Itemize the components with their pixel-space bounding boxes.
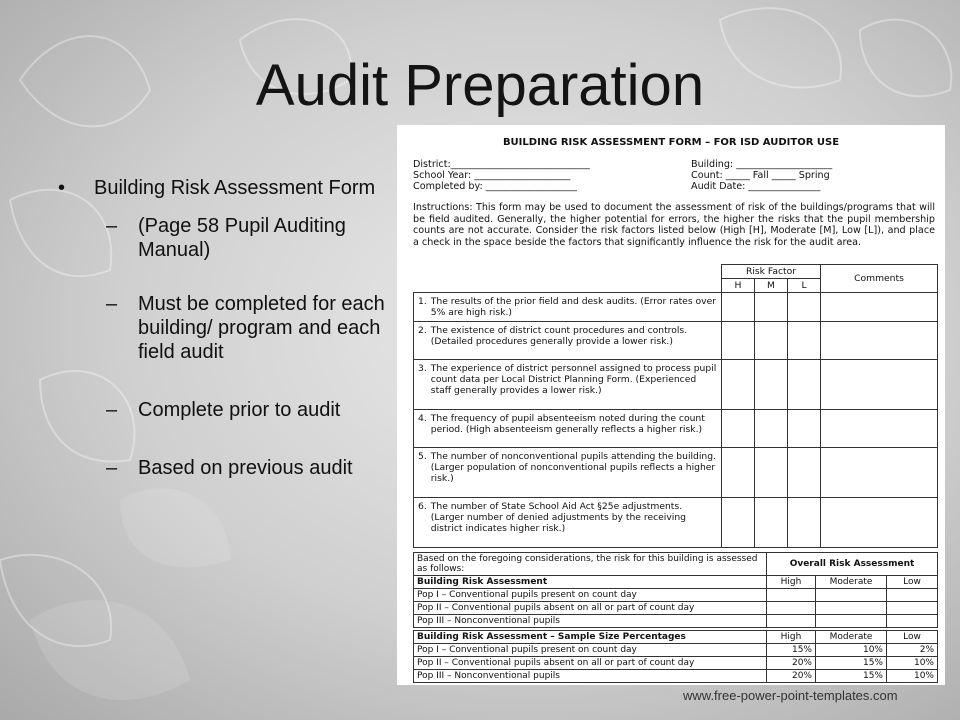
l-cell	[788, 448, 821, 498]
risk-factor-header: Risk Factor	[722, 265, 821, 279]
h-cell	[722, 410, 755, 448]
factor-text: The number of State School Aid Act §25e adjustments. (Larger number of denied adjustments by the receiving district indicates higher risk.)	[427, 498, 722, 548]
form-title: BUILDING RISK ASSESSMENT FORM – FOR ISD AUDITOR USE	[502, 137, 840, 148]
building-field: Building: ____________________	[691, 159, 833, 170]
table-row	[414, 576, 938, 589]
sub-bullet-item	[58, 214, 398, 262]
overall-intro: Based on the foregoing considerations, the risk for this building is assessed as follows:	[414, 553, 767, 576]
sample-size-table	[413, 630, 938, 683]
low-value: 10%	[887, 657, 938, 670]
sub-bullet-text: Based on previous audit	[138, 457, 353, 479]
h-cell	[722, 293, 755, 322]
table-row	[414, 644, 938, 657]
low-cell	[887, 615, 938, 628]
factor-text: The existence of district count procedures and controls. (Detailed procedures generally provide a lower risk.)	[427, 322, 722, 360]
l-cell	[788, 410, 821, 448]
table-row	[414, 602, 938, 615]
moderate-cell	[816, 602, 887, 615]
pop-label: Pop III – Nonconventional pupils	[414, 615, 767, 628]
pop-label: Pop I – Conventional pupils present on count day	[414, 644, 767, 657]
bullet-list	[58, 176, 398, 480]
low-value: 2%	[887, 644, 938, 657]
l-cell	[788, 293, 821, 322]
m-cell	[755, 293, 788, 322]
sub-bullet-text: (Page 58 Pupil Auditing Manual)	[138, 215, 346, 261]
table-row	[414, 631, 938, 644]
footer-url: www.free-power-point-templates.com	[683, 688, 898, 703]
comments-cell	[821, 360, 938, 410]
high-cell	[767, 589, 816, 602]
comments-cell	[821, 410, 938, 448]
factor-number: 5.	[414, 448, 427, 498]
sub-bullet-text: Must be completed for each building/ program and each field audit	[138, 293, 385, 363]
high-value: 15%	[767, 644, 816, 657]
high-cell	[767, 602, 816, 615]
factor-text: The frequency of pupil absenteeism noted during the count period. (High absenteeism generally reflects a higher risk.)	[427, 410, 722, 448]
comments-cell	[821, 498, 938, 548]
overall-risk-table	[413, 552, 938, 628]
pop-label: Pop III – Nonconventional pupils	[414, 670, 767, 683]
moderate-cell	[816, 615, 887, 628]
m-header: M	[755, 279, 788, 293]
table-row	[414, 498, 938, 548]
high-value: 20%	[767, 657, 816, 670]
sub-bullet-item	[58, 456, 398, 480]
h-cell	[722, 322, 755, 360]
high-cell	[767, 615, 816, 628]
m-cell	[755, 498, 788, 548]
factor-number: 1.	[414, 293, 427, 322]
h-cell	[722, 448, 755, 498]
slide-title: Audit Preparation	[255, 53, 705, 118]
moderate-value: 10%	[816, 644, 887, 657]
m-cell	[755, 322, 788, 360]
empty-cell	[414, 265, 722, 293]
comments-cell	[821, 322, 938, 360]
high-header: High	[767, 576, 816, 589]
table-row	[414, 553, 938, 576]
table-row	[414, 448, 938, 498]
risk-assessment-form-image	[397, 125, 945, 685]
l-cell	[788, 498, 821, 548]
district-field: District:_____________________________	[413, 159, 590, 170]
h-cell	[722, 498, 755, 548]
dash-marker: –	[106, 293, 118, 315]
factor-text: The results of the prior field and desk audits. (Error rates over 5% are high risk.)	[427, 293, 722, 322]
moderate-header: Moderate	[816, 576, 887, 589]
factor-text: The experience of district personnel assigned to process pupil count data per Local District Planning Form. (Experienced staff generally provides a lower risk.)	[427, 360, 722, 410]
dash-marker: –	[106, 457, 118, 479]
pop-label: Pop II – Conventional pupils absent on all or part of count day	[414, 657, 767, 670]
low-header: Low	[887, 631, 938, 644]
moderate-value: 15%	[816, 657, 887, 670]
h-header: H	[722, 279, 755, 293]
low-header: Low	[887, 576, 938, 589]
sub-bullet-item	[58, 398, 398, 422]
low-cell	[887, 589, 938, 602]
school-year-field: School Year: ____________________	[413, 170, 571, 181]
l-header: L	[788, 279, 821, 293]
h-cell	[722, 360, 755, 410]
factor-number: 6.	[414, 498, 427, 548]
moderate-cell	[816, 589, 887, 602]
dash-marker: –	[106, 215, 118, 237]
sample-label: Building Risk Assessment – Sample Size Percentages	[414, 631, 767, 644]
table-row	[414, 670, 938, 683]
table-row	[414, 589, 938, 602]
high-header: High	[767, 631, 816, 644]
table-header-row	[414, 265, 938, 279]
table-row	[414, 322, 938, 360]
dash-marker: –	[106, 399, 118, 421]
moderate-header: Moderate	[816, 631, 887, 644]
low-value: 10%	[887, 670, 938, 683]
risk-factor-table	[413, 264, 938, 548]
factor-text: The number of nonconventional pupils attending the building. (Larger population of nonconventional pupils reflects a higher risk.)	[427, 448, 722, 498]
sub-bullet-text: Complete prior to audit	[138, 399, 341, 421]
comments-header: Comments	[821, 265, 938, 293]
m-cell	[755, 410, 788, 448]
m-cell	[755, 448, 788, 498]
audit-date-field: Audit Date: _______________	[691, 181, 821, 192]
instructions-text: Instructions: This form may be used to document the assessment of risk of the buildings/programs that will be field audited. Generally, the higher potential for errors, the higher the risks that the pupil membership counts are not accurate. Consider the risk factors listed below (High [H], Moderate [M], Low [L]), and place a check in the space beside the factors that significantly influence the risk for the audit area.	[413, 202, 935, 248]
pop-label: Pop II – Conventional pupils absent on all or part of count day	[414, 602, 767, 615]
l-cell	[788, 360, 821, 410]
comments-cell	[821, 293, 938, 322]
l-cell	[788, 322, 821, 360]
low-cell	[887, 602, 938, 615]
table-row	[414, 293, 938, 322]
factor-number: 4.	[414, 410, 427, 448]
table-row	[414, 657, 938, 670]
table-row	[414, 615, 938, 628]
building-risk-label: Building Risk Assessment	[414, 576, 767, 589]
pop-label: Pop I – Conventional pupils present on count day	[414, 589, 767, 602]
table-row	[414, 410, 938, 448]
count-field: Count: _____ Fall _____ Spring	[691, 170, 830, 181]
comments-cell	[821, 448, 938, 498]
factor-number: 3.	[414, 360, 427, 410]
high-value: 20%	[767, 670, 816, 683]
m-cell	[755, 360, 788, 410]
table-row	[414, 360, 938, 410]
bullet-item: • Building Risk Assessment Form	[58, 176, 398, 200]
completed-by-field: Completed by: ___________________	[413, 181, 577, 192]
moderate-value: 15%	[816, 670, 887, 683]
factor-number: 2.	[414, 322, 427, 360]
overall-heading: Overall Risk Assessment	[767, 553, 938, 576]
sub-bullet-item	[58, 292, 398, 364]
